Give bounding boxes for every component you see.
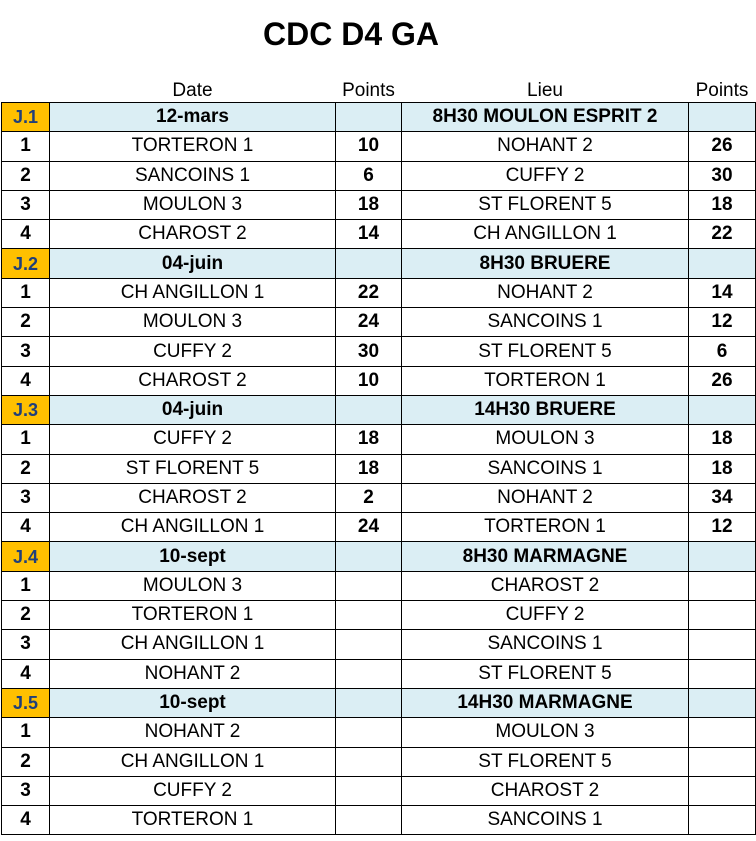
match-row (2, 337, 756, 366)
journee-label: J.1 (2, 103, 50, 132)
home-points: 24 (336, 513, 402, 542)
away-team: SANCOINS 1 (402, 308, 689, 337)
home-points: 10 (336, 366, 402, 395)
away-points: 6 (689, 337, 756, 366)
home-team: TORTERON 1 (50, 806, 336, 835)
journee-empty-cell (689, 688, 756, 717)
match-number: 4 (2, 806, 50, 835)
header-points-away: Points (695, 80, 749, 101)
away-points (689, 747, 756, 776)
away-points: 30 (689, 161, 756, 190)
away-team: CH ANGILLON 1 (402, 220, 689, 249)
journee-header-row (2, 103, 756, 132)
home-team: MOULON 3 (50, 571, 336, 600)
journee-lieu: 8H30 MARMAGNE (402, 542, 689, 571)
match-number: 2 (2, 308, 50, 337)
match-row (2, 776, 756, 805)
away-team: CHAROST 2 (402, 776, 689, 805)
away-team: ST FLORENT 5 (402, 747, 689, 776)
header-row (2, 74, 756, 103)
away-team: NOHANT 2 (402, 278, 689, 307)
match-number: 4 (2, 659, 50, 688)
journee-header-row (2, 542, 756, 571)
away-points (689, 630, 756, 659)
match-row (2, 747, 756, 776)
journee-empty-cell (336, 542, 402, 571)
journee-empty-cell (336, 103, 402, 132)
match-row (2, 366, 756, 395)
match-row (2, 630, 756, 659)
match-row (2, 132, 756, 161)
journee-date: 10-sept (50, 688, 336, 717)
journee-empty-cell (336, 249, 402, 278)
away-team: CUFFY 2 (402, 601, 689, 630)
home-points: 6 (336, 161, 402, 190)
away-team: NOHANT 2 (402, 483, 689, 512)
home-team: CH ANGILLON 1 (50, 630, 336, 659)
match-number: 3 (2, 776, 50, 805)
journee-lieu: 8H30 MOULON ESPRIT 2 (402, 103, 689, 132)
away-points: 18 (689, 190, 756, 219)
home-points (336, 806, 402, 835)
page-title: CDC D4 GA (262, 16, 439, 52)
match-number: 2 (2, 161, 50, 190)
away-team: ST FLORENT 5 (402, 337, 689, 366)
match-row (2, 425, 756, 454)
match-row (2, 659, 756, 688)
match-number: 4 (2, 513, 50, 542)
away-points (689, 659, 756, 688)
away-team: MOULON 3 (402, 425, 689, 454)
match-number: 1 (2, 425, 50, 454)
away-points (689, 806, 756, 835)
home-points: 22 (336, 278, 402, 307)
match-number: 3 (2, 483, 50, 512)
away-team: NOHANT 2 (402, 132, 689, 161)
journee-label: J.2 (2, 249, 50, 278)
away-team: ST FLORENT 5 (402, 659, 689, 688)
home-team: CUFFY 2 (50, 776, 336, 805)
journee-date: 04-juin (50, 395, 336, 424)
journee-empty-cell (336, 688, 402, 717)
home-team: NOHANT 2 (50, 659, 336, 688)
away-team: SANCOINS 1 (402, 806, 689, 835)
journee-lieu: 14H30 MARMAGNE (402, 688, 689, 717)
home-points (336, 776, 402, 805)
home-points: 2 (336, 483, 402, 512)
match-number: 2 (2, 601, 50, 630)
away-points (689, 601, 756, 630)
away-points: 22 (689, 220, 756, 249)
journee-empty-cell (689, 249, 756, 278)
journee-empty-cell (689, 103, 756, 132)
home-team: CHAROST 2 (50, 220, 336, 249)
home-team: TORTERON 1 (50, 132, 336, 161)
away-points: 14 (689, 278, 756, 307)
journee-date: 10-sept (50, 542, 336, 571)
away-team: MOULON 3 (402, 718, 689, 747)
match-number: 3 (2, 337, 50, 366)
match-number: 1 (2, 571, 50, 600)
away-points: 18 (689, 425, 756, 454)
home-points (336, 630, 402, 659)
journee-label: J.3 (2, 395, 50, 424)
header-date: Date (172, 80, 213, 101)
match-number: 4 (2, 220, 50, 249)
journee-date: 04-juin (50, 249, 336, 278)
home-points (336, 718, 402, 747)
match-row (2, 278, 756, 307)
journee-label: J.5 (2, 688, 50, 717)
away-points (689, 718, 756, 747)
journee-empty-cell (336, 395, 402, 424)
journee-date: 12-mars (50, 103, 336, 132)
match-number: 1 (2, 718, 50, 747)
match-row (2, 718, 756, 747)
away-points: 12 (689, 308, 756, 337)
away-team: CHAROST 2 (402, 571, 689, 600)
home-team: NOHANT 2 (50, 718, 336, 747)
away-points: 26 (689, 366, 756, 395)
home-team: CH ANGILLON 1 (50, 513, 336, 542)
home-team: SANCOINS 1 (50, 161, 336, 190)
header-lieu: Lieu (527, 80, 563, 101)
schedule-body (2, 103, 756, 835)
journee-header-row (2, 249, 756, 278)
match-row (2, 601, 756, 630)
away-points: 34 (689, 483, 756, 512)
away-points: 18 (689, 454, 756, 483)
match-number: 4 (2, 366, 50, 395)
home-team: CHAROST 2 (50, 483, 336, 512)
home-points: 14 (336, 220, 402, 249)
match-row (2, 190, 756, 219)
home-team: CUFFY 2 (50, 337, 336, 366)
away-points (689, 571, 756, 600)
journee-label: J.4 (2, 542, 50, 571)
schedule-table (1, 74, 756, 835)
match-row (2, 308, 756, 337)
match-row (2, 483, 756, 512)
home-team: TORTERON 1 (50, 601, 336, 630)
header-points-home: Points (342, 80, 395, 101)
home-team: ST FLORENT 5 (50, 454, 336, 483)
match-number: 1 (2, 278, 50, 307)
away-points (689, 776, 756, 805)
match-number: 1 (2, 132, 50, 161)
match-row (2, 513, 756, 542)
home-points: 24 (336, 308, 402, 337)
home-points (336, 659, 402, 688)
home-points (336, 601, 402, 630)
journee-lieu: 8H30 BRUERE (402, 249, 689, 278)
away-team: TORTERON 1 (402, 513, 689, 542)
home-points: 18 (336, 454, 402, 483)
home-points: 10 (336, 132, 402, 161)
away-team: TORTERON 1 (402, 366, 689, 395)
match-number: 2 (2, 454, 50, 483)
journee-header-row (2, 688, 756, 717)
home-points (336, 571, 402, 600)
away-team: ST FLORENT 5 (402, 190, 689, 219)
away-points: 12 (689, 513, 756, 542)
away-points: 26 (689, 132, 756, 161)
match-number: 3 (2, 630, 50, 659)
journee-header-row (2, 395, 756, 424)
journee-empty-cell (689, 395, 756, 424)
journee-lieu: 14H30 BRUERE (402, 395, 689, 424)
match-number: 3 (2, 190, 50, 219)
home-team: MOULON 3 (50, 308, 336, 337)
match-row (2, 806, 756, 835)
home-points: 30 (336, 337, 402, 366)
home-team: CUFFY 2 (50, 425, 336, 454)
home-team: CHAROST 2 (50, 366, 336, 395)
away-team: SANCOINS 1 (402, 454, 689, 483)
home-points: 18 (336, 425, 402, 454)
match-row (2, 220, 756, 249)
home-team: CH ANGILLON 1 (50, 278, 336, 307)
home-points (336, 747, 402, 776)
match-row (2, 161, 756, 190)
match-row (2, 571, 756, 600)
header-empty (2, 74, 50, 103)
away-team: SANCOINS 1 (402, 630, 689, 659)
away-team: CUFFY 2 (402, 161, 689, 190)
journee-empty-cell (689, 542, 756, 571)
match-row (2, 454, 756, 483)
home-team: MOULON 3 (50, 190, 336, 219)
home-points: 18 (336, 190, 402, 219)
home-team: CH ANGILLON 1 (50, 747, 336, 776)
match-number: 2 (2, 747, 50, 776)
